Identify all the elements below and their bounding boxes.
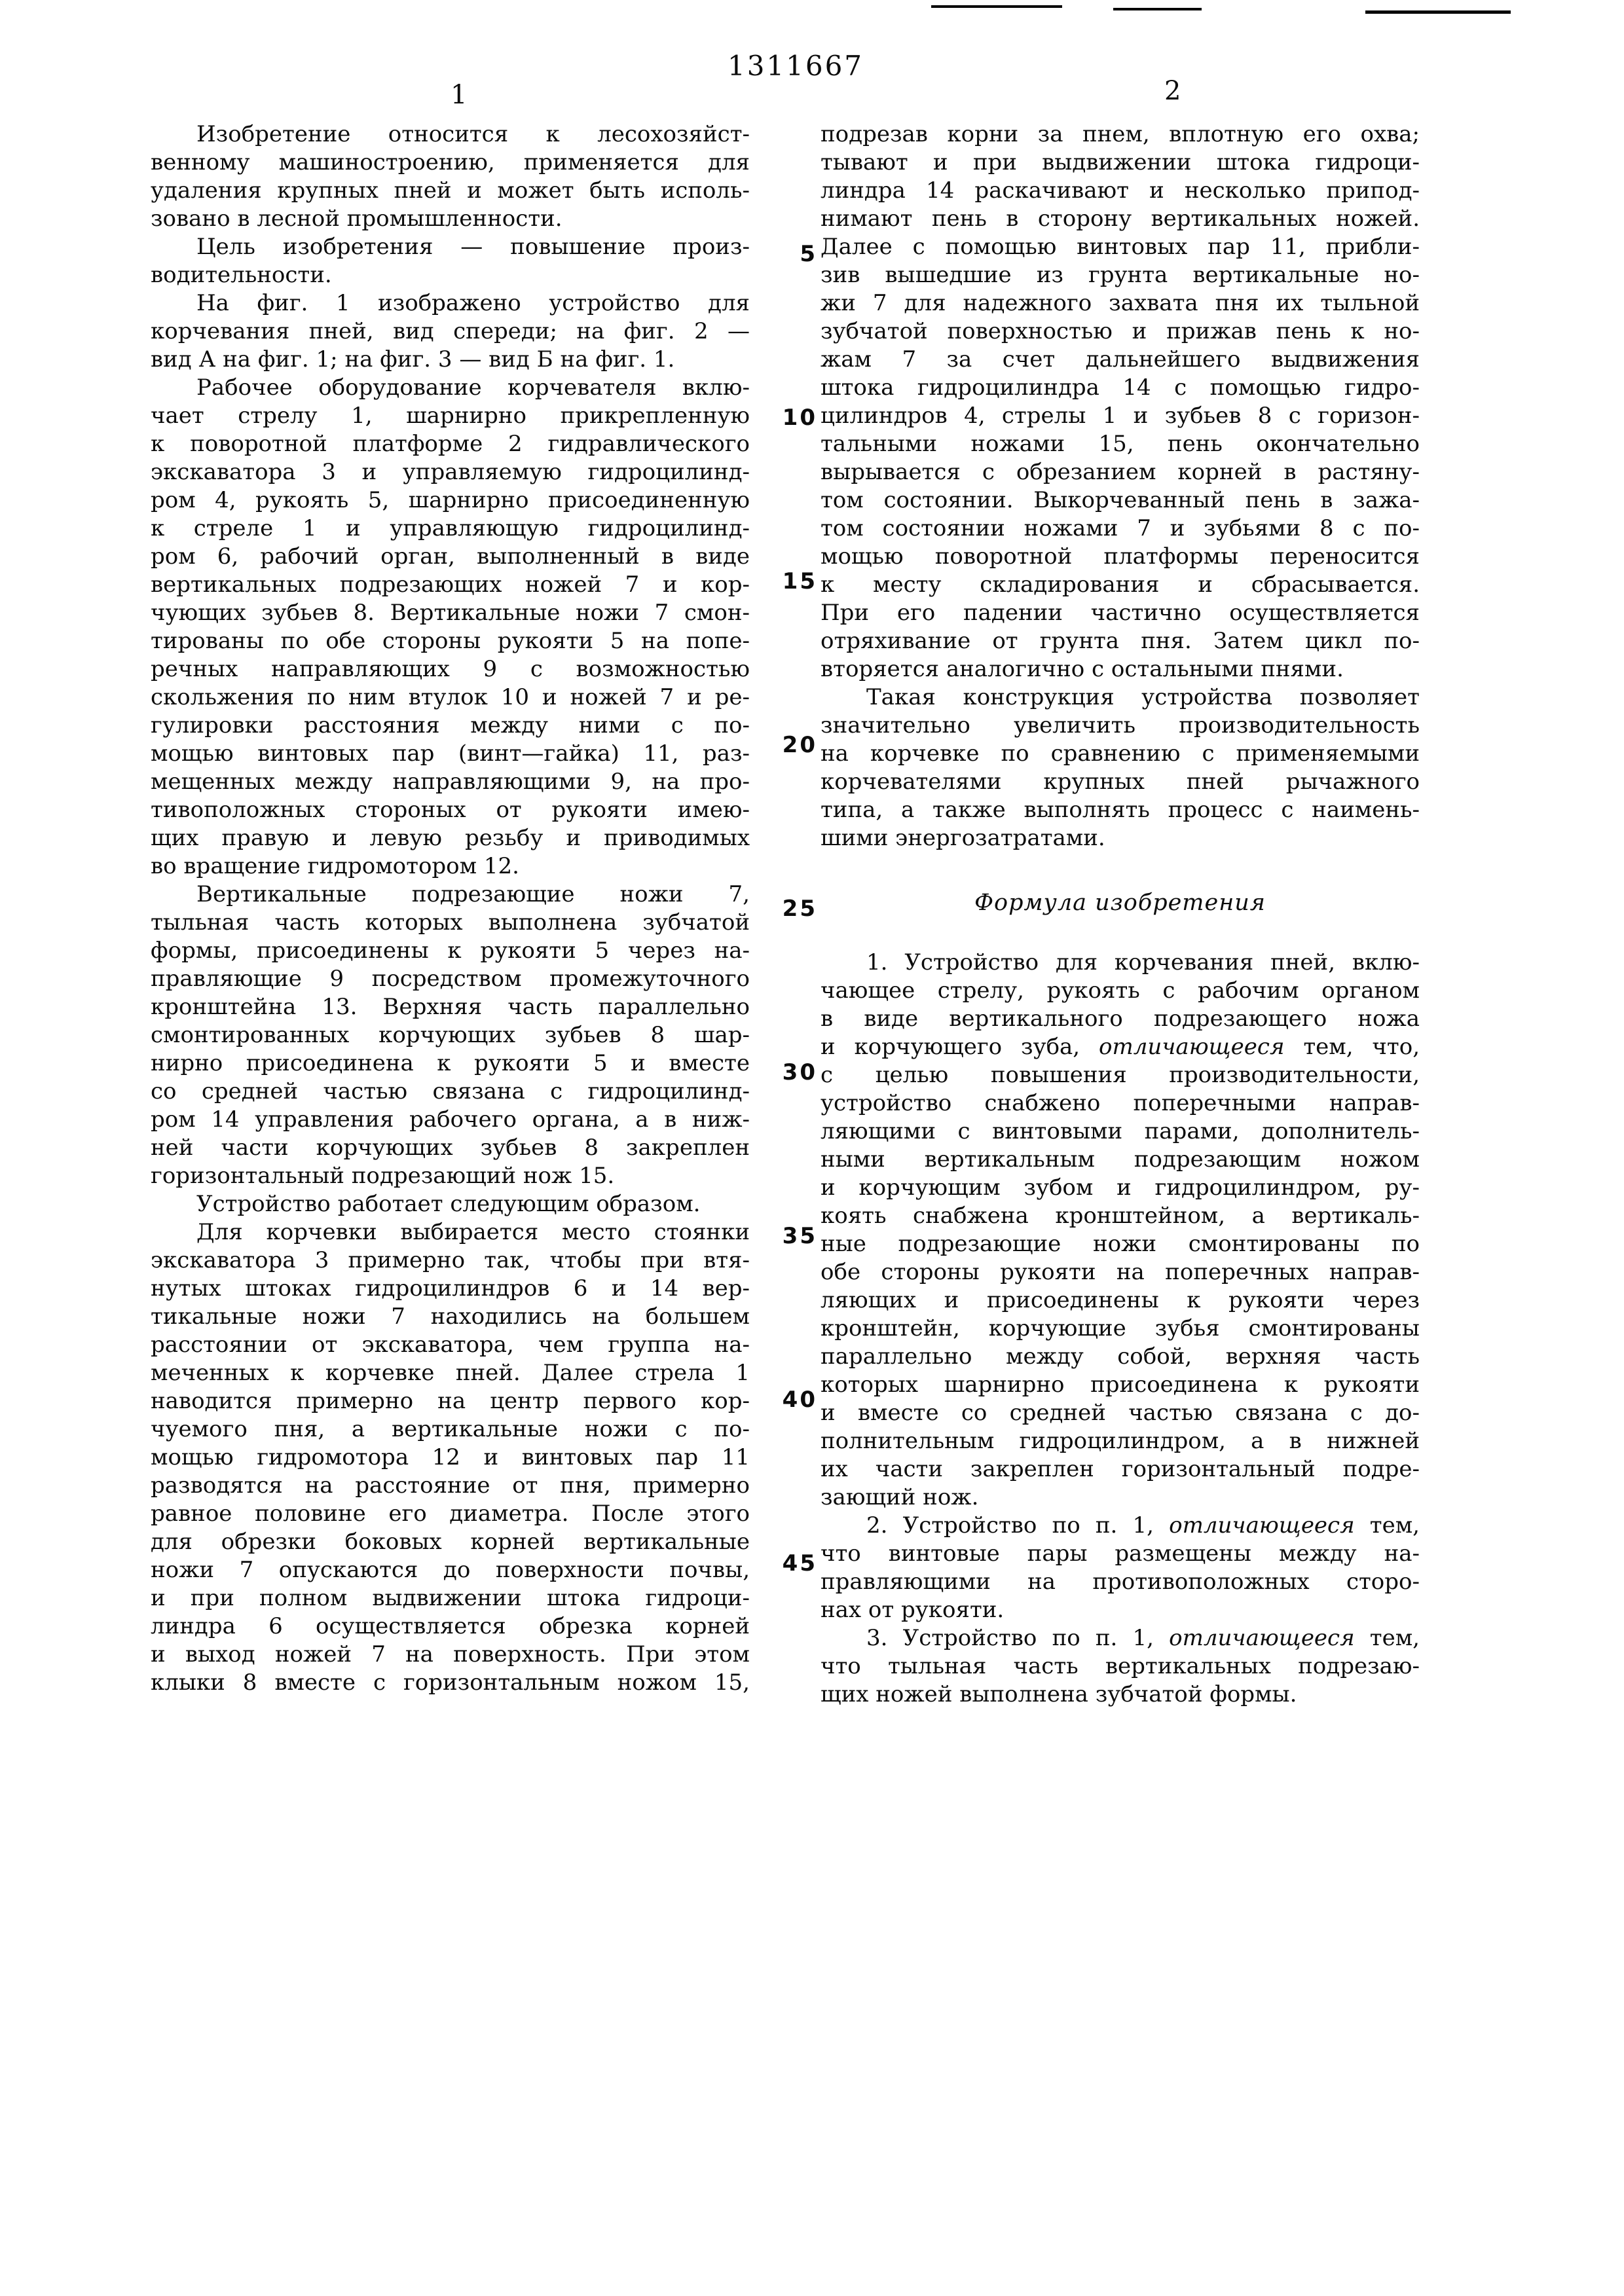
- line-number-marker: 20: [782, 732, 817, 758]
- text-line: полнительным гидроцилиндром, а в нижней: [821, 1428, 1420, 1454]
- text-line: зив вышедшие из грунта вертикальные но-: [821, 262, 1420, 288]
- paragraph: [151, 120, 750, 233]
- text-line: мещенных между направляющими 9, на про-: [151, 769, 750, 795]
- text-line: скольжения по ним втулок 10 и ножей 7 и ре-: [151, 684, 750, 710]
- text-line: вертикальных подрезающих ножей 7 и кор-: [151, 572, 750, 598]
- text-run: тем,: [1354, 1512, 1420, 1539]
- text-line: обе стороны рукояти на поперечных направ-: [821, 1259, 1420, 1285]
- text-line: Изобретение относится к лесохозяйст-: [196, 121, 750, 147]
- text-line: тывают и при выдвижении штока гидроци-: [821, 149, 1420, 175]
- text-run: 3. Устройство по п. 1,: [866, 1625, 1170, 1651]
- text-line: коять снабжена кронштейном, а вертикаль-: [821, 1203, 1420, 1229]
- text-line: горизонтальный подрезающий нож 15.: [151, 1163, 615, 1189]
- text-line: параллельно между собой, верхняя часть: [821, 1343, 1420, 1370]
- right-column: [821, 120, 1420, 1709]
- line-number-gutter: [760, 0, 817, 2296]
- text-line: к месту складирования и сбрасывается.: [821, 572, 1420, 598]
- text-line: к поворотной платформе 2 гидравлического: [151, 431, 750, 457]
- text-line: цилиндров 4, стрелы 1 и зубьев 8 с горизон-: [821, 403, 1420, 429]
- text-line: кронштейна 13. Верхняя часть параллельно: [151, 994, 750, 1020]
- text-line: что тыльная часть вертикальных подрезаю-: [821, 1653, 1420, 1679]
- text-line: формы, присоединены к рукояти 5 через на-: [151, 938, 750, 964]
- text-line: и вместе со средней частью связана с до-: [821, 1400, 1420, 1426]
- text-line: меченных к корчевке пней. Далее стрела 1: [151, 1360, 750, 1386]
- text-line: [821, 1624, 1420, 1652]
- text-line: нах от рукояти.: [821, 1597, 1005, 1623]
- text-line: мощью винтовых пар (винт—гайка) 11, раз-: [151, 740, 750, 767]
- text-line: Устройство работает следующим образом.: [196, 1191, 701, 1217]
- text-line: вид А на фиг. 1; на фиг. 3 — вид Б на фиг. 1.: [151, 346, 675, 373]
- left-column: [151, 120, 750, 1697]
- text-line: мощью поворотной платформы переносится: [821, 543, 1420, 570]
- line-number-marker: 15: [782, 568, 817, 594]
- text-line: смонтированных корчующих зубьев 8 шар-: [151, 1022, 750, 1048]
- text-run: тем, что,: [1284, 1034, 1420, 1060]
- text-line: Такая конструкция устройства позволяет: [866, 684, 1420, 710]
- text-line: линдра 6 осуществляется обрезка корней: [151, 1613, 750, 1639]
- text-line: тивоположных стороных от рукояти имею-: [151, 797, 750, 823]
- text-line: зающий нож.: [821, 1484, 979, 1510]
- scan-artifact-dash: [931, 5, 1062, 8]
- text-line: тикальные ножи 7 находились на большем: [151, 1303, 750, 1330]
- text-line: шими энергозатратами.: [821, 825, 1105, 851]
- text-line: типа, а также выполнять процесс с наимень-: [821, 797, 1420, 823]
- text-line: вырывается с обрезанием корней в растяну-: [821, 459, 1420, 485]
- text-line: и выход ножей 7 на поверхность. При этом: [151, 1641, 750, 1667]
- text-line: Для корчевки выбирается место стоянки: [196, 1219, 750, 1245]
- text-line: и при полном выдвижении штока гидроци-: [151, 1585, 750, 1611]
- text-run: и корчующего зуба,: [821, 1034, 1099, 1060]
- formula-heading: Формула изобретения: [974, 890, 1266, 916]
- column-number-2: 2: [1164, 76, 1181, 106]
- paragraph: [821, 949, 1420, 1512]
- text-line: отряхивание от грунта пня. Затем цикл по-: [821, 628, 1420, 654]
- text-line: ром 4, рукоять 5, шарнирно присоединенную: [151, 487, 750, 513]
- text-line: 1. Устройство для корчевания пней, вклю-: [866, 949, 1420, 975]
- text-line: для обрезки боковых корней вертикальные: [151, 1529, 750, 1555]
- italic-run: отличающееся: [1099, 1034, 1285, 1060]
- text-line: речных направляющих 9 с возможностью: [151, 656, 750, 682]
- text-line: ром 14 управления рабочего органа, а в ниж-: [151, 1106, 750, 1133]
- paragraph: [151, 1218, 750, 1697]
- text-line: со средней частью связана с гидроцилинд-: [151, 1078, 750, 1104]
- text-line: разводятся на расстояние от пня, примерно: [151, 1472, 750, 1499]
- patent-number: 1311667: [727, 50, 864, 82]
- column-number-1: 1: [451, 80, 468, 110]
- text-line: При его падении частично осуществляется: [821, 600, 1420, 626]
- text-line: равное половине его диаметра. После этого: [151, 1501, 750, 1527]
- text-line: жам 7 за счет дальнейшего выдвижения: [821, 346, 1420, 373]
- text-line: правляющими на противоположных сторо-: [821, 1569, 1420, 1595]
- text-line: Вертикальные подрезающие ножи 7,: [196, 881, 750, 907]
- text-line: экскаватора 3 и управляемую гидроцилинд-: [151, 459, 750, 485]
- text-line: щих ножей выполнена зубчатой формы.: [821, 1681, 1297, 1707]
- text-line: чает стрелу 1, шарнирно прикрепленную: [151, 403, 750, 429]
- text-line: ными вертикальным подрезающим ножом: [821, 1146, 1420, 1173]
- text-line: корчевания пней, вид спереди; на фиг. 2 —: [151, 318, 750, 344]
- text-line: штока гидроцилиндра 14 с помощью гидро-: [821, 374, 1420, 401]
- text-line: тальными ножами 15, пень окончательно: [821, 431, 1420, 457]
- text-line: тыльная часть которых выполнена зубчатой: [151, 909, 750, 936]
- text-line: их части закреплен горизонтальный подре-: [821, 1456, 1420, 1482]
- paragraph: [821, 1512, 1420, 1624]
- text-line: вторяется аналогично с остальными пнями.: [821, 656, 1344, 682]
- italic-run: отличающееся: [1169, 1625, 1355, 1651]
- text-line: зовано в лесной промышленности.: [151, 206, 563, 232]
- paragraph: [821, 1624, 1420, 1709]
- text-line: ром 6, рабочий орган, выполненный в виде: [151, 543, 750, 570]
- text-line: значительно увеличить производительность: [821, 712, 1420, 738]
- text-line: [821, 1033, 1420, 1061]
- text-line: с целью повышения производительности,: [821, 1062, 1420, 1088]
- text-line: Рабочее оборудование корчевателя вклю-: [196, 374, 750, 401]
- text-line: к стреле 1 и управляющую гидроцилинд-: [151, 515, 750, 541]
- text-line: подрезав корни за пнем, вплотную его охва;: [821, 121, 1420, 147]
- text-line: На фиг. 1 изображено устройство для: [196, 290, 750, 316]
- text-line: тированы по обе стороны рукояти 5 на попе-: [151, 628, 750, 654]
- text-line: чуемого пня, а вертикальные ножи с по-: [151, 1416, 750, 1442]
- text-line: гулировки расстояния между ними с по-: [151, 712, 750, 738]
- paragraph: [821, 683, 1420, 852]
- text-run: 2. Устройство по п. 1,: [866, 1512, 1170, 1539]
- text-line: жи 7 для надежного захвата пня их тыльной: [821, 290, 1420, 316]
- text-line: нирно присоединена к рукояти 5 и вместе: [151, 1050, 750, 1076]
- line-number-marker: 5: [800, 241, 817, 267]
- text-line: и корчующим зубом и гидроцилиндром, ру-: [821, 1175, 1420, 1201]
- paragraph: [821, 120, 1420, 683]
- text-line: клыки 8 вместе с горизонтальным ножом 15,: [151, 1669, 750, 1696]
- text-line: кронштейн, корчующие зубья смонтированы: [821, 1315, 1420, 1341]
- text-line: удаления крупных пней и может быть исполь-: [151, 177, 750, 204]
- text-line: что винтовые пары размещены между на-: [821, 1540, 1420, 1567]
- text-line: нимают пень в сторону вертикальных ножей.: [821, 206, 1420, 232]
- text-line: экскаватора 3 примерно так, чтобы при втя-: [151, 1247, 750, 1273]
- text-line: щих правую и левую резьбу и приводимых: [151, 825, 750, 851]
- text-line: наводится примерно на центр первого кор-: [151, 1388, 750, 1414]
- text-line: зубчатой поверхностью и прижав пень к но-: [821, 318, 1420, 344]
- scan-artifact-dash: [1365, 10, 1511, 14]
- text-line: венному машиностроению, применяется для: [151, 149, 750, 175]
- line-number-marker: 10: [782, 405, 817, 431]
- paragraph: [151, 1190, 750, 1218]
- text-line: на корчевке по сравнению с применяемыми: [821, 740, 1420, 767]
- line-number-marker: 40: [782, 1387, 817, 1413]
- text-line: ножи 7 опускаются до поверхности почвы,: [151, 1557, 750, 1583]
- text-line: расстоянии от экскаватора, чем группа на-: [151, 1332, 750, 1358]
- line-number-marker: 35: [782, 1223, 817, 1249]
- text-line: том состоянии. Выкорчеванный пень в зажа-: [821, 487, 1420, 513]
- paragraph: [151, 233, 750, 289]
- line-number-marker: 45: [782, 1550, 817, 1576]
- scan-artifact-dash: [1113, 8, 1202, 10]
- paragraph: [151, 289, 750, 374]
- text-line: правляющие 9 посредством промежуточного: [151, 966, 750, 992]
- text-line: [821, 1512, 1420, 1540]
- text-line: Цель изобретения — повышение произ-: [196, 234, 750, 260]
- line-number-marker: 30: [782, 1059, 817, 1085]
- text-line: том состоянии ножами 7 и зубьями 8 с по-: [821, 515, 1420, 541]
- paragraph: [151, 374, 750, 881]
- text-line: которых шарнирно присоединена к рукояти: [821, 1372, 1420, 1398]
- text-line: нутых штоках гидроцилиндров 6 и 14 вер-: [151, 1275, 750, 1302]
- italic-run: отличающееся: [1169, 1512, 1355, 1539]
- text-line: Далее с помощью винтовых пар 11, прибли-: [821, 234, 1420, 260]
- text-line: ляющих и присоединены к рукояти через: [821, 1287, 1420, 1313]
- text-line: корчевателями крупных пней рычажного: [821, 769, 1420, 795]
- text-line: чующих зубьев 8. Вертикальные ножи 7 смон-: [151, 600, 750, 626]
- text-line: чающее стрелу, рукоять с рабочим органом: [821, 977, 1420, 1004]
- text-line: водительности.: [151, 262, 332, 288]
- text-line: мощью гидромотора 12 и винтовых пар 11: [151, 1444, 750, 1470]
- paragraph: [151, 881, 750, 1190]
- text-line: ляющими с винтовыми парами, дополнитель-: [821, 1118, 1420, 1144]
- text-line: ней части корчующих зубьев 8 закреплен: [151, 1135, 750, 1161]
- text-line: в виде вертикального подрезающего ножа: [821, 1006, 1420, 1032]
- text-run: тем,: [1354, 1625, 1420, 1651]
- text-line: линдра 14 раскачивают и несколько припод-: [821, 177, 1420, 204]
- text-line: ные подрезающие ножи смонтированы по: [821, 1231, 1420, 1257]
- text-line: устройство снабжено поперечными направ-: [821, 1090, 1420, 1116]
- text-line: во вращение гидромотором 12.: [151, 853, 519, 879]
- line-number-marker: 25: [782, 896, 817, 922]
